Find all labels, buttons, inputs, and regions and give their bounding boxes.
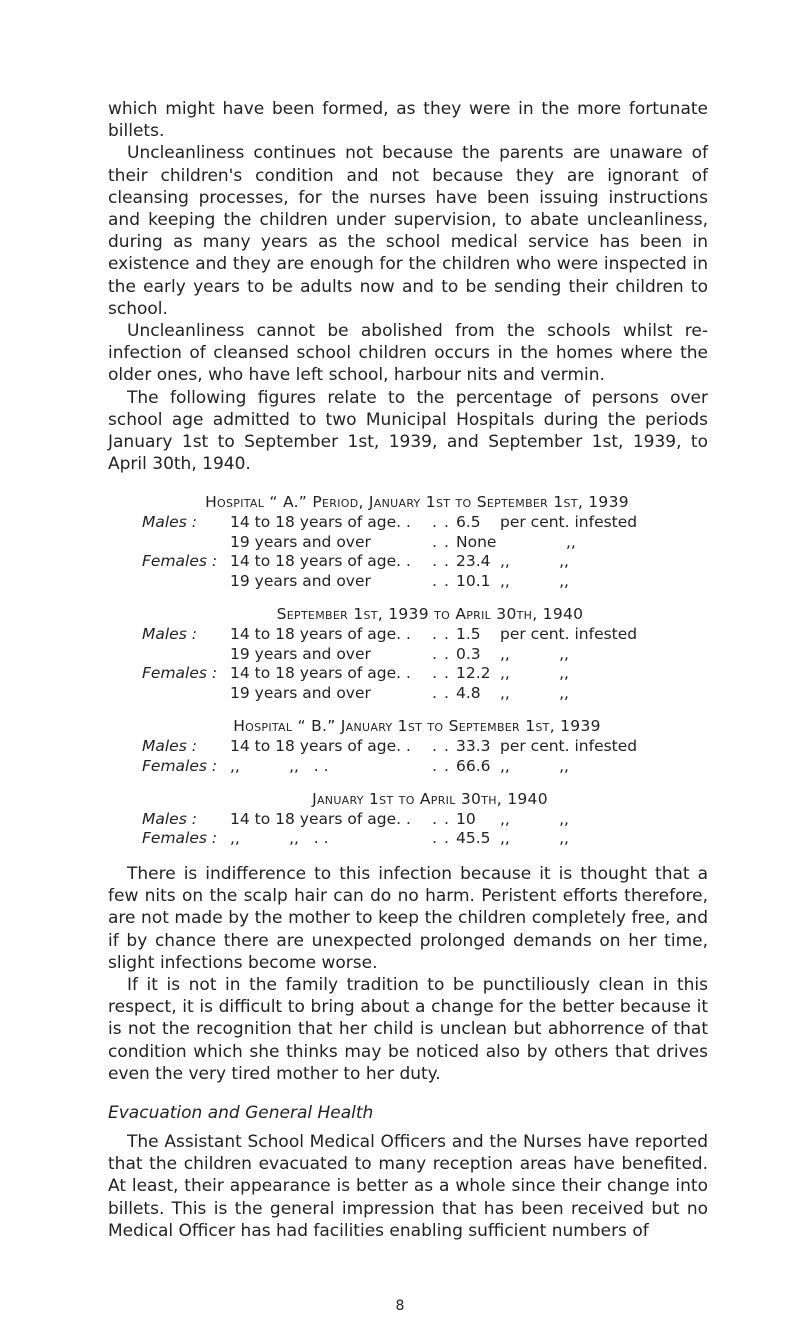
table-heading-period: September 1st, 1939 to April 30th, 1940 [276,605,584,624]
table-heading-hospital-a: Hospital “ A.” Period, January 1st to September 1st, 1939 [205,493,629,512]
table-row [108,664,708,684]
sex-label: Females : [142,829,218,848]
percentage-value: 0.3 [456,644,481,663]
page-number: 8 [395,1298,405,1314]
age-range: 14 to 18 years of age. . [230,809,411,828]
percentage-value: 1.5 [456,625,481,644]
leader-dots: . . [432,664,450,683]
leader-dots: . . [432,829,450,848]
unit-label: per cent. infested [500,513,638,532]
sex-label: Females : [142,756,218,775]
leader-dots: . . [432,513,450,532]
age-range: 14 to 18 years of age. . [230,552,411,571]
unit-label: ,, ,, [500,809,569,828]
unit-label: per cent. infested [500,625,638,644]
statistics-tables [108,493,708,849]
table-row [108,645,708,665]
age-range: 19 years and over [230,644,371,663]
leader-dots: . . [432,644,450,663]
unit-label: ,, ,, [500,664,569,683]
age-range: 19 years and over [230,532,371,551]
percentage-value: 33.3 [456,736,491,755]
table-heading-period: January 1st to April 30th, 1940 [312,790,548,809]
leader-dots: . . [432,809,450,828]
table-row [108,513,708,533]
unit-label: ,, ,, [500,756,569,775]
leader-dots: . . [432,683,450,702]
unit-label: ,, [566,532,576,551]
leader-dots: . . [432,736,450,755]
age-range: 14 to 18 years of age. . [230,625,411,644]
paragraph: There is indifference to this infection because it is thought that a few nits on the scalp hair can do no harm. Peristent efforts therefore, are not made by the mother to keep the children completely free, and if by chance there are unexpected prolonged demands on her time, slight infections become worse. [108,863,708,973]
age-range: ,, ,, . . [230,829,329,848]
age-range: 19 years and over [230,571,371,590]
sex-label: Females : [142,664,218,683]
leader-dots: . . [432,532,450,551]
percentage-value: None [456,532,497,551]
leader-dots: . . [432,552,450,571]
percentage-value: 45.5 [456,829,491,848]
unit-label: ,, ,, [500,644,569,663]
percentage-value: 10 [456,809,476,828]
table-row [108,737,708,757]
age-range: 14 to 18 years of age. . [230,513,411,532]
paragraph: The following figures relate to the percentage of persons over school age admitted to two Municipal Hospitals during the periods January 1st to September 1st, 1939, and September 1st, 1939, to April 30th, 1940. [108,387,708,475]
leader-dots: . . [432,625,450,644]
table-row [108,552,708,572]
unit-label: ,, ,, [500,683,569,702]
table-heading-hospital-b: Hospital “ B.” January 1st to September 1st, 1939 [233,717,601,736]
paragraph: Uncleanliness continues not because the parents are unaware of their children's condition and not because they are ignorant of cleansing processes, for the nurses have been issuing instructions and keeping the children under supervision, to abate uncleanliness, during as many years as the school medical service has been in existence and they are enough for the children who were inspected in the early years to be adults now and to be sending their children to school. [108,143,708,319]
paragraph: which might have been formed, as they were in the more fortunate billets. [108,99,708,142]
paragraph: The Assistant School Medical Officers and the Nurses have reported that the children evacuated to many reception areas have benefited. At least, their appearance is better as a whole since their change into billets. This is the general impression that has been received but no Medical Officer has had facilities enabling sufficient numbers of [108,1131,708,1241]
table-row [108,684,708,704]
table-row [108,829,708,849]
sex-label: Males : [142,809,197,828]
table-row [108,757,708,777]
leader-dots: . . [432,571,450,590]
page-body [108,98,708,1242]
table-row [108,810,708,830]
section-title: Evacuation and General Health [108,1102,374,1123]
sex-label: Males : [142,513,197,532]
paragraph: Uncleanliness cannot be abolished from the schools whilst re-infection of cleansed school children occurs in the homes where the older ones, who have left school, harbour nits and vermin. [108,321,708,386]
age-range: 14 to 18 years of age. . [230,736,411,755]
paragraph: If it is not in the family tradition to be punctiliously clean in this respect, it is difficult to bring about a change for the better because it is not the recognition that her child is unclean but abhorrence of that condition which she thinks may be noticed also by others that drives even the very tired mother to her duty. [108,974,708,1084]
age-range: 14 to 18 years of age. . [230,664,411,683]
age-range: 19 years and over [230,683,371,702]
age-range: ,, ,, . . [230,756,329,775]
unit-label: ,, ,, [500,571,569,590]
unit-label: ,, ,, [500,829,569,848]
unit-label: ,, ,, [500,552,569,571]
percentage-value: 23.4 [456,552,491,571]
percentage-value: 4.8 [456,683,481,702]
table-row [108,625,708,645]
percentage-value: 10.1 [456,571,491,590]
percentage-value: 12.2 [456,664,491,683]
sex-label: Males : [142,625,197,644]
leader-dots: . . [432,756,450,775]
table-row [108,533,708,553]
percentage-value: 6.5 [456,513,481,532]
table-row [108,572,708,592]
unit-label: per cent. infested [500,736,638,755]
percentage-value: 66.6 [456,756,491,775]
sex-label: Males : [142,736,197,755]
sex-label: Females : [142,552,218,571]
